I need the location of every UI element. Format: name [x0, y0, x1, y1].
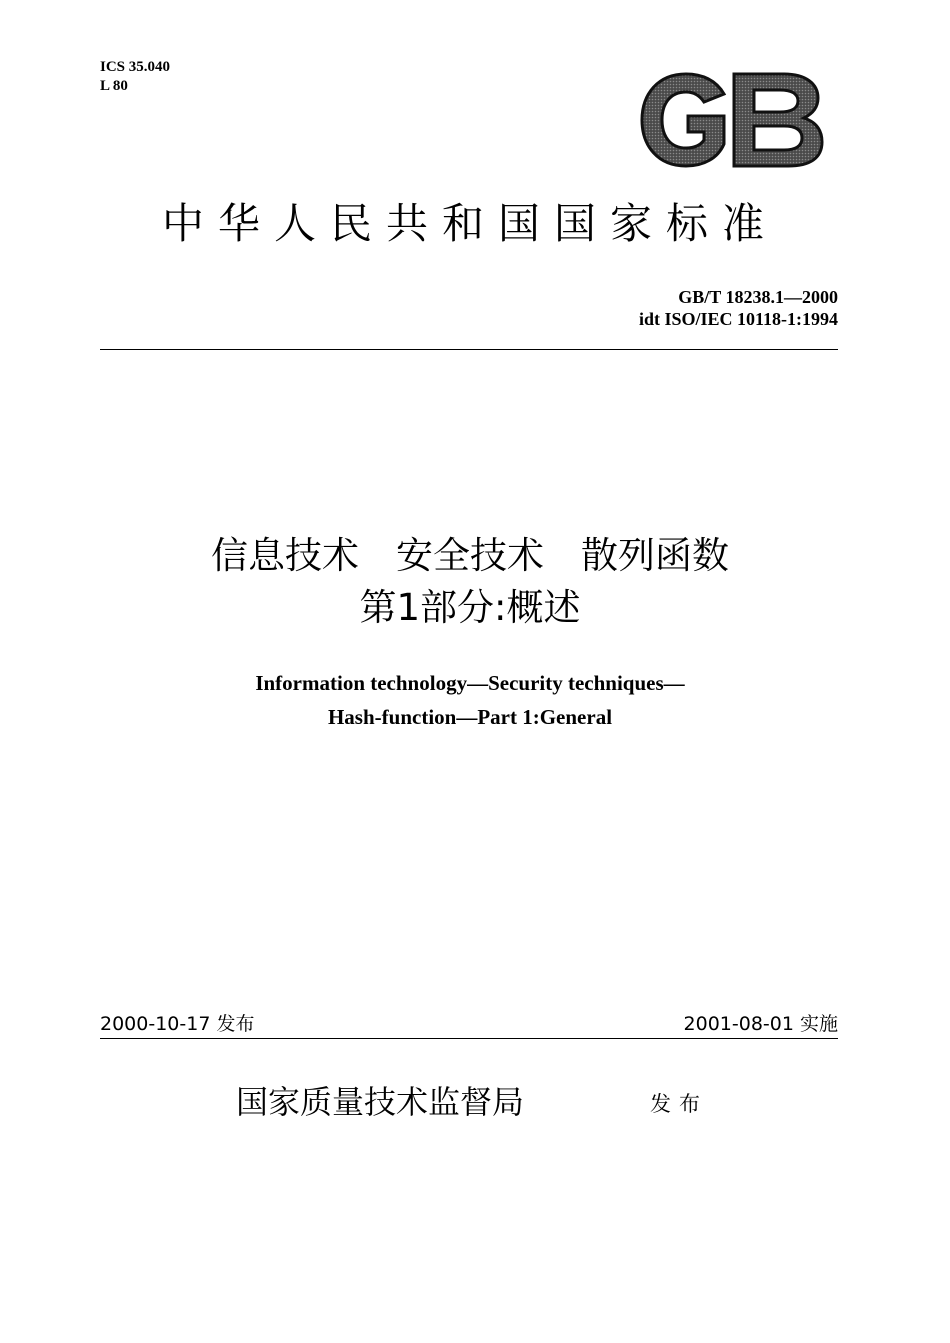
bottom-divider	[100, 1038, 838, 1039]
ccs-code: L 80	[100, 78, 128, 94]
issue-date: 2000-10-17 发布	[100, 1013, 255, 1035]
gb-logo	[636, 68, 826, 172]
chinese-title	[100, 530, 840, 634]
country-standard-title: 中华人民共和国国家标准	[161, 199, 778, 248]
chinese-title-line1: 信息技术 安全技术 散列函数	[211, 534, 729, 577]
english-title	[100, 666, 840, 734]
classification-codes	[100, 58, 170, 96]
implementation-date: 2001-08-01 实施	[683, 1013, 838, 1035]
publish-label: 发布	[650, 1092, 708, 1116]
publisher-name: 国家质量技术监督局	[236, 1083, 525, 1121]
ics-code: ICS 35.040	[100, 59, 171, 75]
top-divider	[100, 349, 838, 350]
standard-number	[639, 286, 838, 330]
standard-number-equivalent: idt ISO/IEC 10118-1:1994	[638, 309, 838, 329]
standard-number-primary: GB/T 18238.1—2000	[678, 287, 838, 307]
english-title-line1: Information technology—Security techniques—	[255, 671, 685, 695]
chinese-title-line2: 第1部分:概述	[359, 586, 581, 629]
english-title-line2: Hash-function—Part 1:General	[327, 705, 613, 729]
